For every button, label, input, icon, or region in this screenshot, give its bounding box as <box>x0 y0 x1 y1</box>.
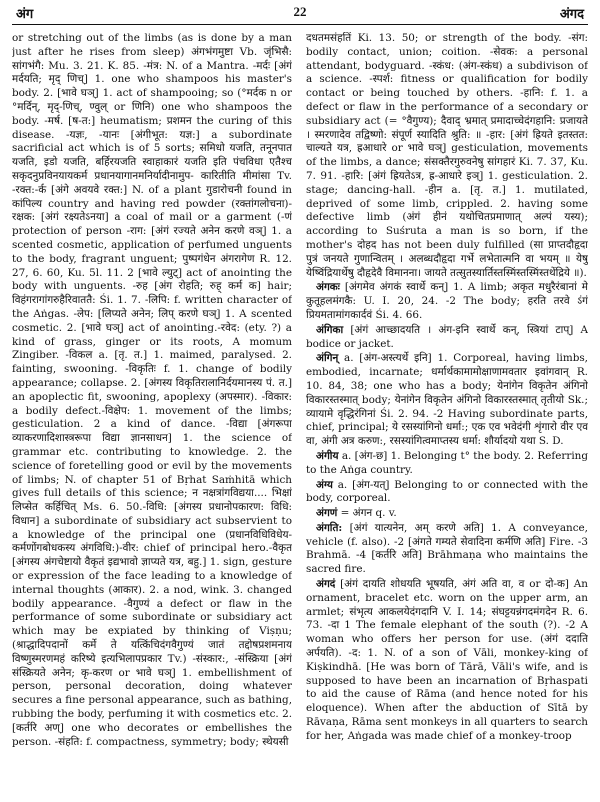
entry-continuation <box>12 32 292 749</box>
dictionary-entry <box>306 450 588 478</box>
headword: अंगिन् <box>316 352 339 365</box>
entry-text: or stretching out of the limbs (as is done by a man just after he rises from sleep) अंगभंगमुष्टा Vb. जृंभिसै: सांगभंगै: Mu. 3. 21. K. 85. -मंत्र: N. of a Mantra. -मर्दः [अंगं मर्दयति; मृद् णिच्] 1. one who shampoos his master's body. 2. [भावे घञ्] 1. act of shampooing; so (°मर्दक n or °मर्दिन्, मृद्-णिच्, ण्वुल् or णिनि) one who shampoos the body. -मर्ष. [ष-त:] heumatism; प्रशमन the curing of this disease. -यज्ञः, -यानः [अंगीभूत: यज्ञ:] a subordinate sacrificial act which is of 5 sorts; समिधो यजति, तनूनपात यजति, इडो यजति, बर्हिरयजति स्वाहाकारं यजति इति पंचविधा एतैश्च सकृदनुप्रविनयायकर्म प्रधानयागानमनिर्यादीनामुप- कारितीति मीमांसा Tv. -रक्त:-र्क [अंगे अवयवे रक्त:] N. of a plant गुडारोचनी found in कांपिल्य country and having red powder (रक्तांगलोचना)-रक्षक: [अंगं रक्ष्यतेऽनया] a coal of mail or a garment (-णं protection of person -राग: [अंगं रज्यते अनेन करणे वञ्] 1. a scented cosmetic, application of perfumed unguents to the body, fragrant unguent; पुष्पगंधेन अंगरागेण R. 12. 27, 6. 60, Ku. 5l. 11. 2 [भावे ल्युट्] act of anointing the body with unguents. -रुह [अंग रोहति; रुह् कर्म क] hair; विहंगरागांगरुहैरिवाततै: Śi. 1. 7. -लिपि: f. written character of the Aṅgas. -लेप: [लिप्यते अनेन; लिप् करणे घञ्] 1. A scented cosmetic. 2. [भावे घञ्] act of anointing.-रवेद: (ety. ?) a kind of grass, ginger or its roots, A momum Zingiber. -विकल a. [तृ. त.] 1. maimed, paralysed. 2. fainting, swooning. -विकृतिः f. 1. change of bodily appearance; collapse. 2. [अंगस्य विकृतिरालानिर्दयमानस्य पं. त.] an apoplectic fit, swooning, apoplexy (अपस्मार). -विकार: a bodily defect.-विक्षेप: 1. movement of the limbs; gesticulation. 2 a kind of dance. -विद्या [अंगरूपा व्याकरणादिशास्त्ररूपा विद्या ज्ञानसाधन] 1. the science of grammar etc. contributing to knowledge. 2. the science of foretelling good or evil by the movements of limbs; N. of chapter 51 of Bṛhat Saṁhitā which gives full details of this science; न नक्षत्रांगविद्यया.... भिक्षां लिप्सेत कर्हिचित् Ms. 6. 50.-विधि: [अंगस्य प्रधानोपकारण: विधि: विधान] a subordinate of subsidiary act subservient to a knowledge of the principal one (प्रधानविधिविधेय- कर्मणोंगबोधकस्य अंगविधि:)-वीर: chief of principal hero.-वैकृत [अंगस्य अंगचेष्टायो वैकृतं इद्यभावो ज्ञाप्यते यत्र, बहु.] 1. sign, gesture or expression of the face leading to a knowledge of internal thoughts (आकार). 2. a nod, wink. 3. changed bodily appearance. -वैगुण्यं a defect or flaw in the performance of some subordinate or subsidiary act which may be expiated by thinking of Viṣṇu; (श्राद्धादिपदानों कर्मे ते यत्किंचिदंगवैगुण्यं जातं तद्दोषप्रशमनाय विष्णुस्मरणमहं करिष्ये इत्यभिलापप्रकार Tv.) -संस्कार:, -संस्क्रिया [अंगं संस्क्रियते अनेन; कृ-करण or भावे घञ्] 1. embellishment of person, personal decoration, doing whatever secures a fine personal appearance, such as bathing, rubbing the body, perfuming it with cosmetics etc. 2. [कर्तरि अण्] one who decorates or embellishes the person. -संहति: f. compactness, symmetry; body; स्थेयसी <box>12 32 292 748</box>
entry-text: [अंगमेव अंगकं स्वार्थे कन्] 1. A limb; अकृत मधुरैरंबानां मे कुतूहलमंगकै: U. I. 20, 24. -2 The body; हरति तरवे ऽंगं प्रियमतामांगकार्दवं Śi. 4. 66. <box>306 281 588 321</box>
headword: अंगणं <box>316 507 338 520</box>
left-column <box>12 32 292 796</box>
entry-text: [अंगं दायति शोधयति भूषयति, अंगं अति वा, व or दो-क] An ornament, bracelet etc. worn on the upper arm, an armlet; संभृत्य आकलयेदंगदानि V. I. 14; संघट्टयन्नंगदमंगदेन R. 6. 73. -दा 1 The female elephant of the south (?). -2 A woman who offers her person for use. (अंगं ददाति अर्पयति). -द: 1. N. of a son of Vāli, monkey-king of Kiṣkindhā. [He was born of Tārā, Vāli's wife, and is supposed to have been an incarnation of Bṛhaspati to aid the cause of Rāma (and hence noted for his eloquence). When after the abduction of Sītā by Rāvaṇa, Rāma sent monkeys in all quarters to search for her, Aṅgada was made chief of a monkey-troop <box>306 578 588 742</box>
entry-text: a. [अंग-छ] 1. Belonging t° the body. 2. Referring to the Aṅga country. <box>306 449 588 476</box>
entry-continuation <box>306 32 588 280</box>
dictionary-entry <box>306 352 588 449</box>
headword: अंग्य <box>316 478 333 491</box>
right-column <box>306 32 588 796</box>
headword: अंगिका <box>316 323 344 336</box>
header-rule <box>12 24 588 25</box>
entry-text: a. [अंग-अस्त्यर्थे इनि] 1. Corporeal, having limbs, embodied, incarnate; धर्मार्थकामामोक्षाणामवतार इवांगवान् R. 10. 84, 38; one who has a body; येनांगेन विकृतेन अंगिनो विकारस्तस्मात् body; येनांगेन विकृतेन अंगिनो विकारस्तस्मात् तृतीयो Sk.; व्यायामे वृद्धिरंगिनां Śi. 2. 94. -2 Having subordinate parts, chief, principal; ये रसस्यांगिनो धर्मा:; एक एव भवेदंगी शृंगारो वीर एव वा, अंगी अत्र करुण:, रसस्यांगित्वमाप्तस्य धर्मा: शौर्यादयो यथा S. D. <box>306 352 588 448</box>
headword: अंगति: <box>316 521 343 534</box>
entry-text: [अंगं आच्छादयति । अंग-इनि स्वार्थे कन्, स्त्रियां टाप्] A bodice or jacket. <box>306 323 588 350</box>
page-header <box>12 4 588 22</box>
entry-text: a. [अंग-यत्] Belonging to or connected with the body, corporeal. <box>306 478 588 505</box>
header-right-guide-word: अंगद <box>559 6 584 21</box>
dictionary-entry <box>306 507 588 521</box>
entry-text: = अंगन q. v. <box>340 507 397 520</box>
page-number: 22 <box>293 4 307 19</box>
headword: अंगकः <box>316 281 340 294</box>
entry-text: [अंगं यात्यनेन, अम् करणे अति] 1. A conveyance, vehicle (f. also). -2 [अंगते गम्यते सेवादिना कर्मणि अति] Fire. -3 Brahmā. -4 [कर्तरि अति] Brāhmaṇa who maintains the sacred fire. <box>306 521 588 576</box>
dictionary-entry <box>306 281 588 322</box>
header-left-guide-word: अंग <box>16 6 34 21</box>
dictionary-entry <box>306 578 588 744</box>
entry-text: दधतमसंहतिं Ki. 13. 50; or strength of the body. -संग: bodily contact, union; coition. -सेवक: a personal attendant, bodyguard. -स्कंध: (अंग-स्कंध) a subdivison of a science. -स्पर्श: fitness or qualification for bodily contact or being touched by others. -हानि: f. 1. a defect or flaw in the performance of a secondary or subsidiary act (= °वैगुण्य); दैवाद् भ्रमात् प्रमादाच्चेदंगहानि: प्रजायते । स्मरणादेव तद्विष्णो: संपूर्ण स्यादिति श्रुति: ॥ -हार: [अंगं ह्रियते इतस्तत: चाल्यते यत्र, ह्रआधारे or भावे घञ्] gesticulation, movements of the limbs, a dance; संसक्तैरगुरुवनेषु सांगहारं Ki. 7. 37, Ku. 7. 91. -हारि: [अंगं ह्रियतेऽत्र, ह्र-आधारे इञ्] 1. gesticulation. 2. stage; dancing-hall. -हीन a. [तृ. त.] 1. mutilated, deprived of some limb, crippled. 2. having some defective limb (अंगं हीनं यथोचितप्रमाणात् अल्पं यस्य); according to Suśruta a man is so born, if the mother's दोहद has not been duly fulfilled (सा प्राप्तदौहृदा पुत्रं जनयते गुणान्वितम् । अलब्धदौहृदा गर्भे लभेतात्मनि वा भयम् ॥ येषु येष्विंद्रियार्थेषु दौहृदेवै विमानना। जायते तत्सुतस्यार्तिस्तस्मिंस्तस्मिंस्तथेंद्रिये ॥). <box>306 32 588 279</box>
dictionary-entry <box>306 479 588 507</box>
dictionary-entry <box>306 324 588 352</box>
headword: अंगीय <box>316 449 339 462</box>
headword: अंगदं <box>316 578 336 591</box>
dictionary-entry <box>306 522 588 577</box>
